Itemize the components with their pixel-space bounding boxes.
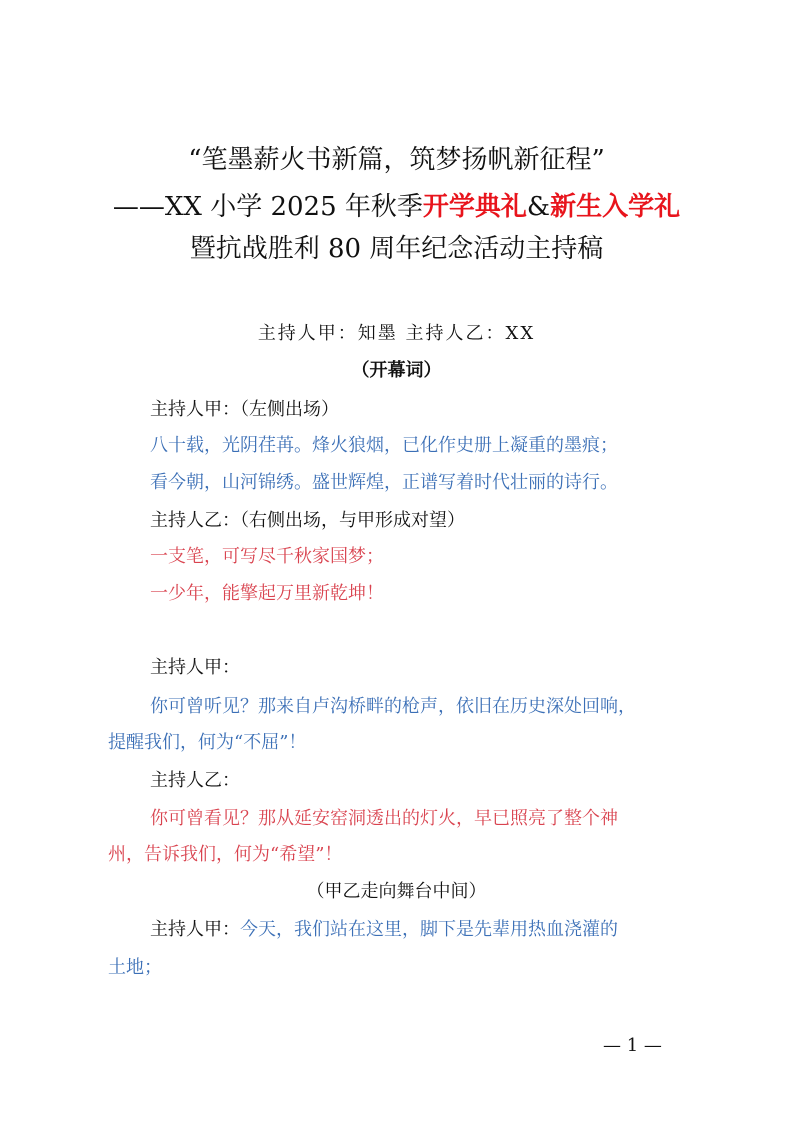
host-b-text-4: 州，告诉我们，何为“希望”！ [108, 844, 343, 865]
title-line-2 [0, 190, 793, 224]
title-line-3: 暨抗战胜利 80 周年纪念活动主持稿 [189, 234, 604, 264]
title-line-1: “笔墨薪火书新篇，筑梦扬帆新征程” [188, 145, 605, 175]
host-a-text-2: 看今朝，山河锦绣。盛世辉煌，正谱写着时代壮丽的诗行。 [150, 472, 618, 493]
title-enrollment-ceremony: 新生入学礼 [550, 192, 681, 222]
title-line-2-prefix: ——XX 小学 2025 年秋季 [112, 192, 423, 222]
host-b-text-2: 一少年，能擎起万里新乾坤！ [150, 583, 384, 604]
opening-label: （开幕词） [351, 360, 442, 381]
host-b-text-3: 你可曾看见？那从延安窑洞透出的灯火，早已照亮了整个神 [150, 808, 618, 829]
speaker-a-2: 主持人甲： [150, 657, 240, 678]
host-a-text-1: 八十载，光阴荏苒。烽火狼烟，已化作史册上凝重的墨痕； [150, 435, 618, 456]
stage-direction: （甲乙走向舞台中间） [306, 881, 487, 902]
speaker-a-3-line [150, 918, 618, 942]
speaker-b-2: 主持人乙： [150, 770, 240, 791]
title-ampersand: & [526, 192, 551, 222]
host-a-text-6: 土地； [108, 957, 162, 978]
hosts-line: 主持人甲：知墨 主持人乙：XX [257, 323, 536, 344]
host-a-text-4: 提醒我们，何为“不屈”！ [108, 732, 307, 753]
host-b-text-1: 一支笔，可写尽千秋家国梦； [150, 546, 384, 567]
speaker-a-1: 主持人甲：（左侧出场） [150, 399, 339, 420]
title-opening-ceremony: 开学典礼 [422, 192, 527, 222]
host-a-text-3: 你可曾听见？那来自卢沟桥畔的枪声，依旧在历史深处回响， [150, 696, 636, 717]
page-number: — 1 — [603, 1035, 662, 1056]
host-a-text-5: 今天，我们站在这里，脚下是先辈用热血浇灌的 [240, 919, 618, 940]
speaker-a-3: 主持人甲： [150, 919, 240, 940]
speaker-b-1: 主持人乙：（右侧出场，与甲形成对望） [150, 510, 465, 531]
